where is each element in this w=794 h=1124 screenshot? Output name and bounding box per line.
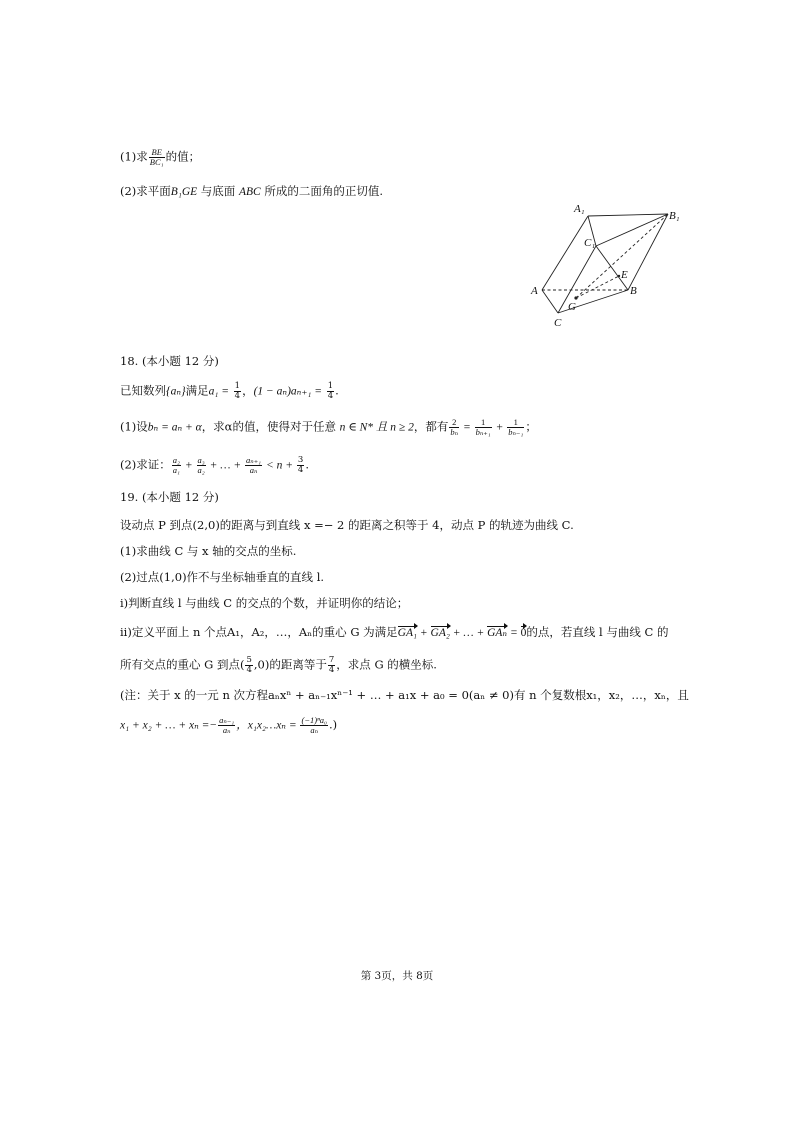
q18-header: 18. (本小题 12 分) [120, 354, 219, 368]
q19-part2-ii: ii)定义平面上 n 个点A₁，A₂，…，Aₙ的重心 G 为满足GA₁ + GA₂ + … + GAₙ = 0的点，若直线 l 与曲线 C 的 [120, 625, 669, 639]
fraction-3-4: $\frac{3}{4}$ [297, 455, 304, 475]
label-e: E [621, 269, 628, 281]
label-c: C [554, 317, 562, 329]
prism-figure [530, 198, 690, 333]
vector-ga2: GA₂ [430, 627, 450, 639]
fraction-an-1-an: $\frac{\text{aₙ₋₁}}{\text{aₙ}}$ [219, 715, 235, 735]
q19-part2-ii-cont: 所有交点的重心 G 到点( $\frac{5}{4}$ ,0)的距离等于 $\frac{7}{4}$ ，求点 G 的横坐标. [120, 655, 437, 675]
fraction-an1-an: $\frac{\text{aₙ₊₁}}{\text{aₙ}}$ [246, 455, 262, 475]
q19-note-line2: x₁ + x₂ + … + xₙ =− $\frac{\text{aₙ₋₁}}{\text{aₙ}}$ ，x₁x₂…xₙ = $\frac{\text{(−1)ⁿa₀}}{\text{aₙ}}$ .) [120, 715, 338, 735]
edge-c1-b [596, 246, 628, 290]
fraction-a3-a2: $\frac{\text{a₃}}{\text{a₂}}$ [197, 455, 205, 475]
q19-header: 19. (本小题 12 分) [120, 490, 219, 504]
q19-note-line1: (注：关于 x 的一元 n 次方程aₙxⁿ + aₙ₋₁xⁿ⁻¹ + … + a₁x + a₀ = 0(aₙ ≠ 0)有 n 个复数根x₁，x₂，…，xₙ，且 [120, 688, 689, 702]
fraction-product-roots: $\frac{\text{(−1)ⁿa₀}}{\text{aₙ}}$ [301, 715, 328, 735]
q19-part1: (1)求曲线 C 与 x 轴的交点的坐标. [120, 544, 297, 558]
edge-c1-b1 [596, 214, 668, 246]
edge-c-c1 [558, 246, 596, 313]
fraction-1-bn-1: $\frac{1}{\text{bₙ₋₁}}$ [508, 417, 524, 437]
edge-g-b1 [576, 214, 668, 298]
label-g: G [568, 301, 576, 313]
q18-part1: (1)设bₙ = aₙ + α，求α的值，使得对于任意 n ∈ N* 且 n ≥ 2，都有 $\frac{2}{\text{bₙ}}$ = $\frac{1}{\text{bₙ₊₁}}$ + $\frac{1}{\text{bₙ₋₁}}$ ； [120, 417, 537, 437]
point-e [618, 275, 620, 277]
vector-gan: GAₙ [487, 627, 508, 639]
fraction-2-bn: $\frac{2}{\text{bₙ}}$ [450, 417, 459, 437]
q17-part1: (1)求 $\frac{BE}{\text{BC₁}}$ 的值； [120, 147, 201, 167]
edge-a-a1 [542, 216, 588, 290]
label-a1: A₁ [574, 203, 585, 215]
edge-a-c [542, 290, 558, 313]
point-g [574, 296, 577, 299]
label-b: B [630, 285, 637, 297]
label-a: A [531, 285, 538, 297]
vector-ga1: GA₁ [397, 627, 417, 639]
q18-part2: (2)求证： $\frac{\text{a₂}}{\text{a₁}}$ + $\frac{\text{a₃}}{\text{a₂}}$ + … + $\frac{\text{aₙ₊₁}}{\text{aₙ}}$ < n + $\frac{3}{4}$ . [120, 455, 309, 475]
fraction-one-quarter-2: $\frac{1}{4}$ [327, 381, 334, 401]
label-b1: B₁ [669, 210, 680, 222]
q19-part2-i: i)判断直线 l 与曲线 C 的交点的个数，并证明你的结论； [120, 596, 409, 610]
q18-intro: 已知数列{aₙ}满足a₁ = $\frac{1}{4}$ ，(1 − aₙ)aₙ₊₁ = $\frac{1}{4}$ . [120, 381, 339, 401]
q17-part2: (2)求平面B₁GE 与底面 ABC 所成的二面角的正切值. [120, 184, 384, 198]
fraction-5-4: $\frac{5}{4}$ [246, 655, 252, 675]
fraction-1-bn1: $\frac{1}{\text{bₙ₊₁}}$ [475, 417, 491, 437]
label-c1: C₁ [584, 237, 596, 249]
fraction-be-bc1: $\frac{BE}{\text{BC₁}}$ [149, 147, 164, 167]
edge-b-b1 [628, 214, 668, 290]
page-footer: 第 3页，共 8页 [360, 970, 434, 982]
edge-a1-b1 [588, 214, 668, 216]
fraction-one-quarter: $\frac{1}{4}$ [234, 381, 241, 401]
q19-part2: (2)过点(1,0)作不与坐标轴垂直的直线 l. [120, 570, 325, 584]
q19-intro: 设动点 P 到点(2,0)的距离与到直线 x =− 2 的距离之积等于 4，动点 P 的轨迹为曲线 C. [120, 518, 574, 532]
fraction-7-4: $\frac{7}{4}$ [328, 655, 335, 675]
fraction-a2-a1: $\frac{\text{a₂}}{\text{a₁}}$ [172, 455, 181, 475]
vector-zero: 0 [520, 627, 527, 639]
